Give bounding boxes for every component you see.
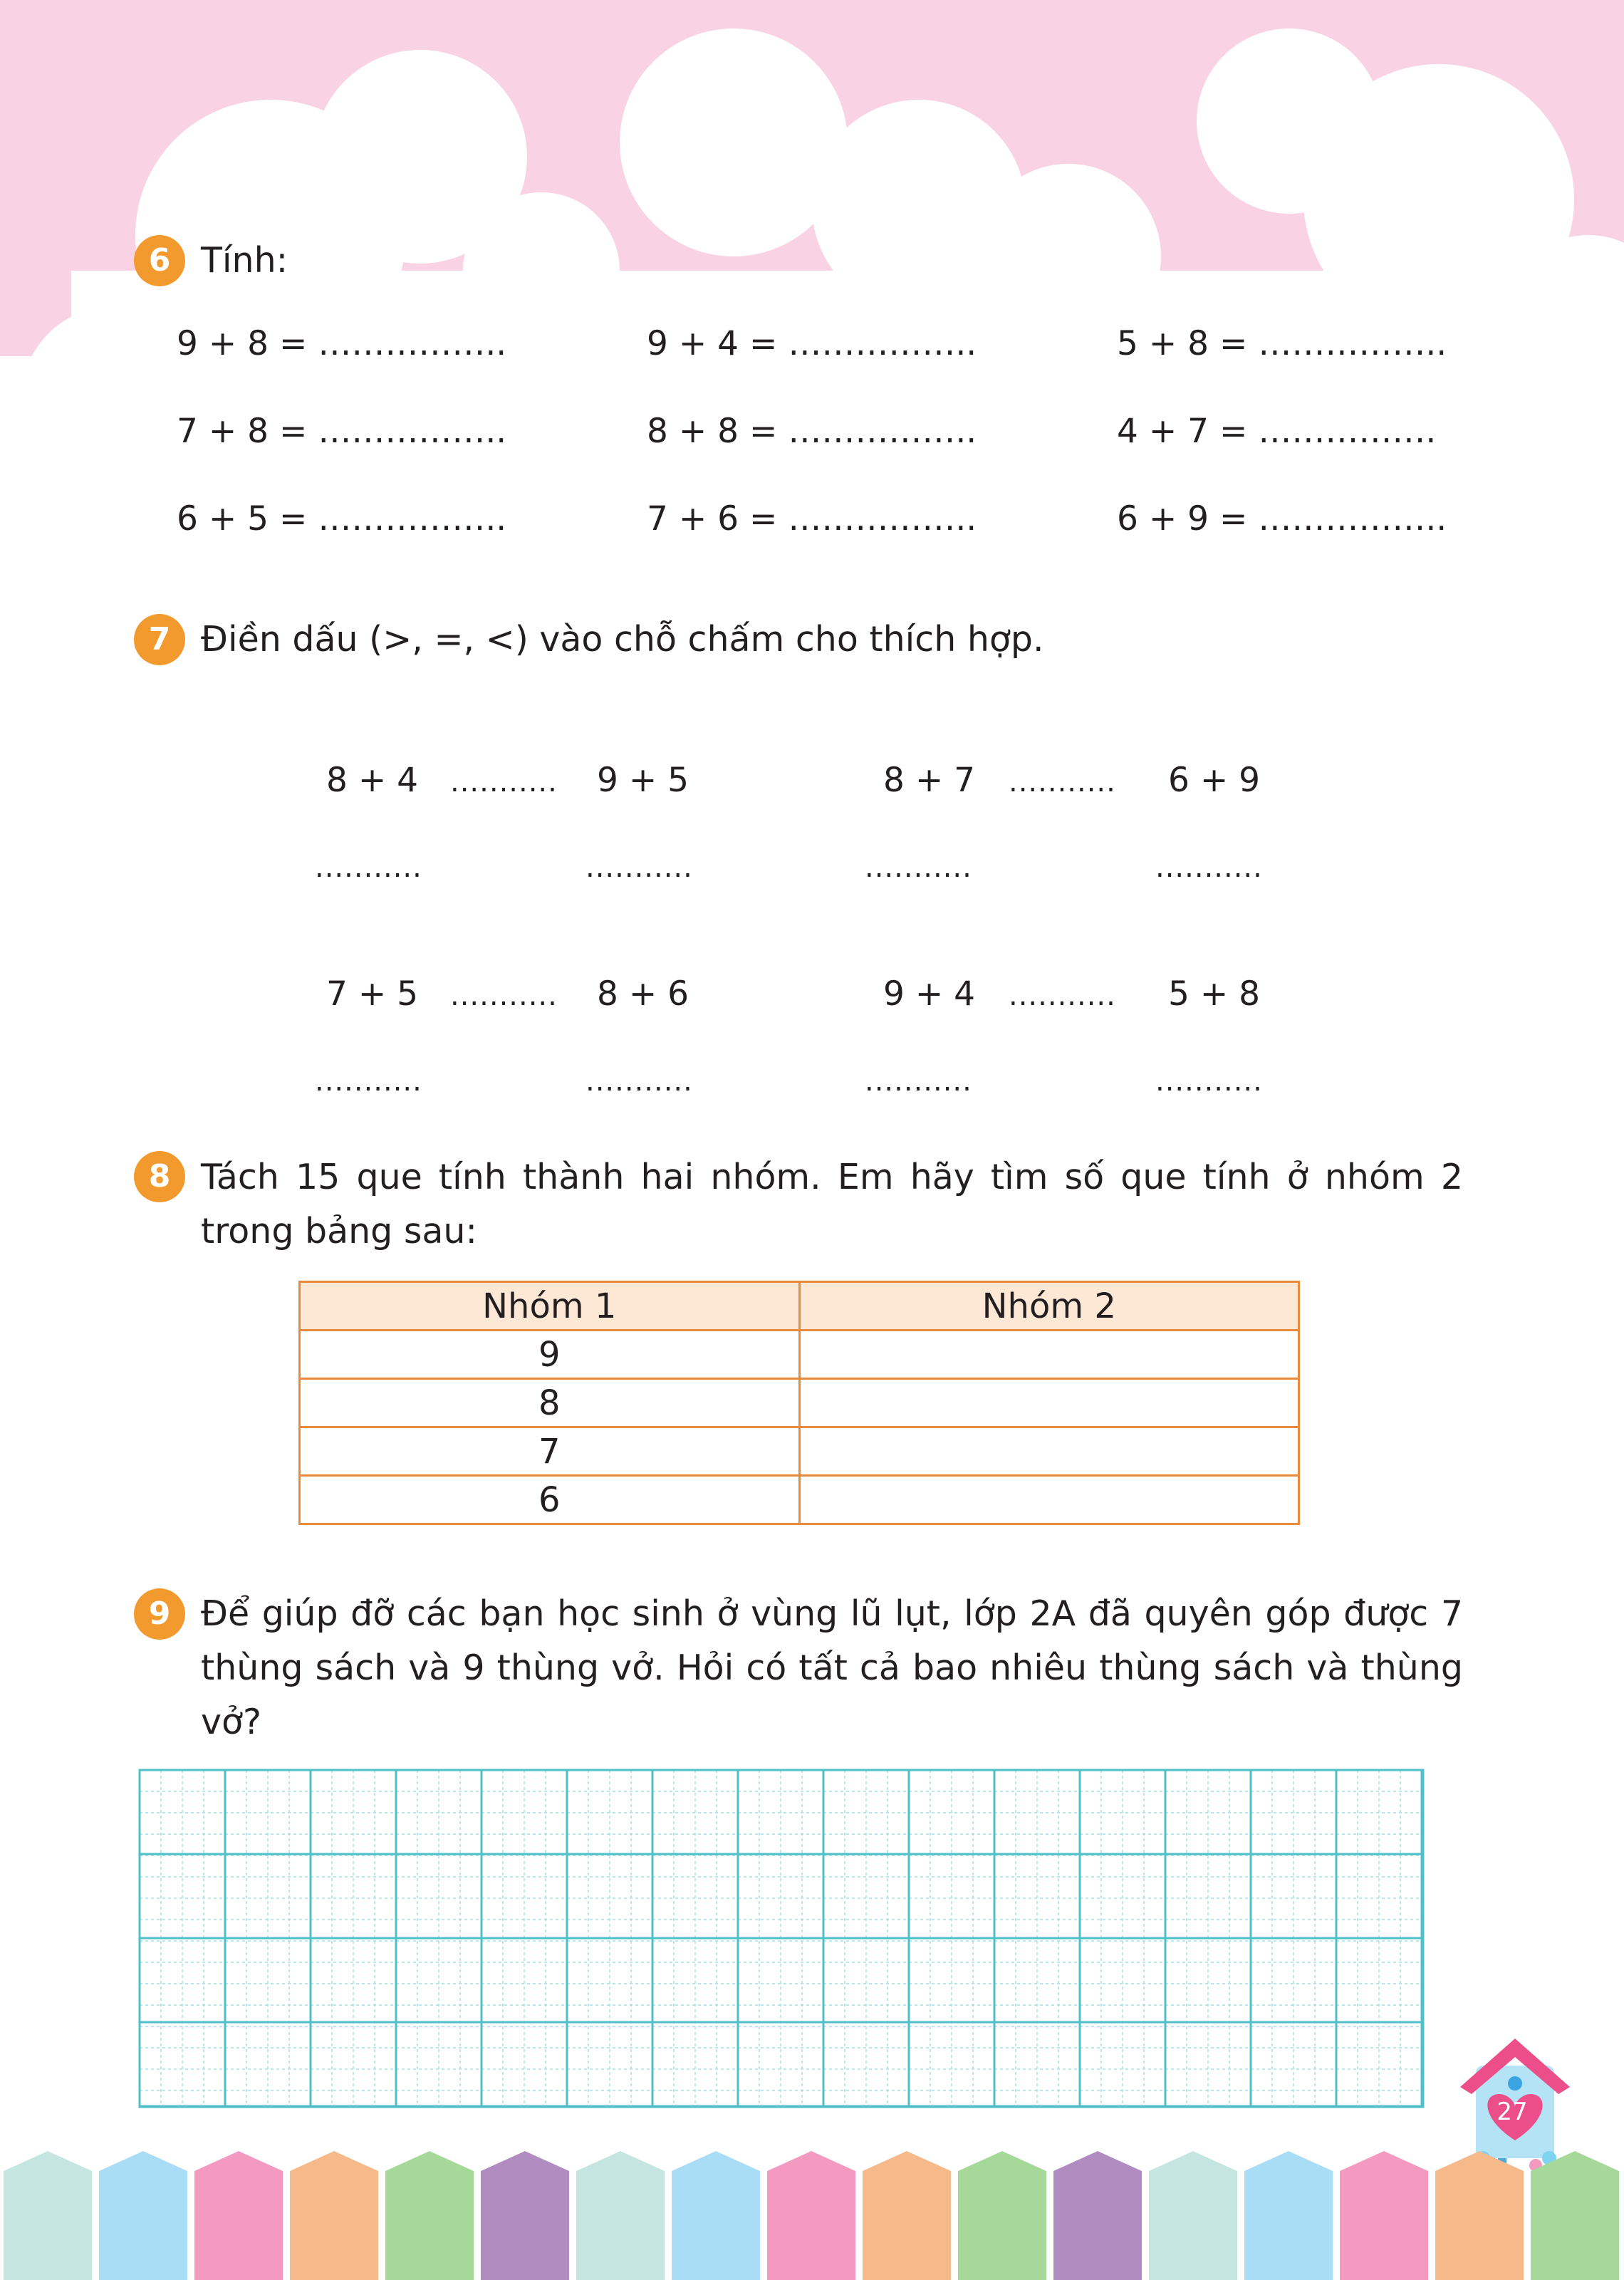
calc-item: 4 + 7 = ……………. bbox=[1117, 412, 1437, 451]
calc-item: 9 + 4 = …………….. bbox=[647, 324, 977, 363]
expression-right: 9 + 5 bbox=[597, 761, 689, 800]
compare-blank[interactable]: ........... bbox=[450, 979, 558, 1012]
expression-left: 7 + 5 bbox=[326, 974, 419, 1014]
table-header-cell: Nhóm 2 bbox=[799, 1282, 1299, 1331]
question-title: Điền dấu (>, =, <) vào chỗ chấm cho thích hợp. bbox=[201, 619, 1044, 660]
question-number-badge: 8 bbox=[134, 1151, 185, 1202]
result-blank[interactable]: ........... bbox=[315, 851, 422, 884]
table-cell: 8 bbox=[300, 1379, 800, 1427]
calc-item: 5 + 8 = …………….. bbox=[1117, 324, 1447, 363]
expression-right: 6 + 9 bbox=[1168, 761, 1261, 800]
expression-left: 9 + 4 bbox=[883, 974, 976, 1014]
calc-item: 7 + 6 = …………….. bbox=[647, 499, 977, 538]
result-blank[interactable]: ........... bbox=[1155, 1065, 1263, 1098]
table-cell: 9 bbox=[300, 1331, 800, 1379]
calc-item: 8 + 8 = …………….. bbox=[647, 412, 977, 451]
calc-item: 7 + 8 = …………….. bbox=[177, 412, 507, 451]
expression-right: 8 + 6 bbox=[597, 974, 689, 1014]
writing-grid bbox=[140, 1770, 1423, 2107]
answer-cell[interactable] bbox=[799, 1476, 1299, 1524]
expression-left: 8 + 4 bbox=[326, 761, 419, 800]
answer-cell[interactable] bbox=[799, 1379, 1299, 1427]
colorful-fence bbox=[4, 2151, 1619, 2280]
table-cell: 6 bbox=[300, 1476, 800, 1524]
page-number: 27 bbox=[1497, 2098, 1528, 2126]
table-row bbox=[300, 1331, 1299, 1379]
calc-item: 6 + 9 = …………….. bbox=[1117, 499, 1447, 538]
answer-cell[interactable] bbox=[799, 1331, 1299, 1379]
calc-item: 9 + 8 = …………….. bbox=[177, 324, 507, 363]
question-title: Để giúp đỡ các bạn học sinh ở vùng lũ lụt, lớp 2A đã quyên góp được 7 thùng sách và 9 thùng vở. Hỏi có tất cả bao nhiêu thùng sách và thùng vở? bbox=[201, 1593, 1463, 1742]
result-blank[interactable]: ........... bbox=[865, 851, 972, 884]
table-header-row bbox=[300, 1282, 1299, 1331]
result-blank[interactable]: ........... bbox=[865, 1065, 972, 1098]
compare-blank[interactable]: ........... bbox=[450, 766, 558, 798]
question-number-badge: 9 bbox=[134, 1588, 185, 1640]
result-blank[interactable]: ........... bbox=[585, 851, 693, 884]
group-table bbox=[298, 1281, 1300, 1525]
calc-item: 6 + 5 = …………….. bbox=[177, 499, 507, 538]
question-number-badge: 7 bbox=[134, 614, 185, 665]
result-blank[interactable]: ........... bbox=[1155, 851, 1263, 884]
result-blank[interactable]: ........... bbox=[315, 1065, 422, 1098]
table-row bbox=[300, 1379, 1299, 1427]
question-number-badge: 6 bbox=[134, 235, 185, 286]
compare-blank[interactable]: ........... bbox=[1009, 979, 1116, 1012]
expression-right: 5 + 8 bbox=[1168, 974, 1261, 1014]
question-title: Tính: bbox=[201, 240, 288, 281]
result-blank[interactable]: ........... bbox=[585, 1065, 693, 1098]
answer-cell[interactable] bbox=[799, 1427, 1299, 1476]
table-cell: 7 bbox=[300, 1427, 800, 1476]
expression-left: 8 + 7 bbox=[883, 761, 976, 800]
compare-blank[interactable]: ........... bbox=[1009, 766, 1116, 798]
table-row bbox=[300, 1427, 1299, 1476]
question-title: Tách 15 que tính thành hai nhóm. Em hãy tìm số que tính ở nhóm 2 trong bảng sau: bbox=[201, 1157, 1463, 1251]
table-header-cell: Nhóm 1 bbox=[300, 1282, 800, 1331]
table-row bbox=[300, 1476, 1299, 1524]
